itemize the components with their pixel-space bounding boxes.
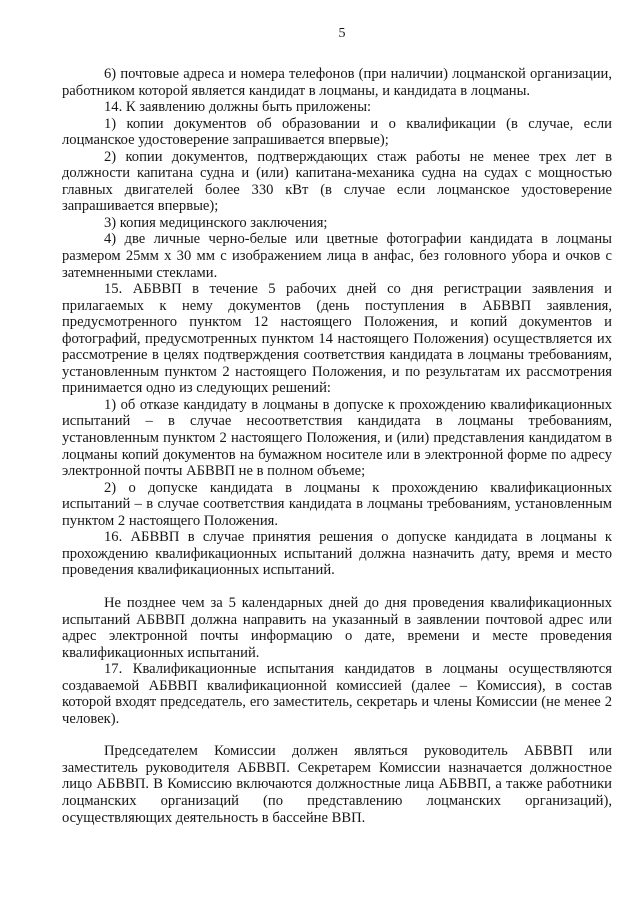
paragraph-decision-admission: 2) о допуске кандидата в лоцманы к прохождению квалификационных испытаний – в случае соответствия кандидата в лоцманы требованиям, установленным пунктом 2 настоящего Положения. xyxy=(62,479,612,529)
paragraph-section-16: 16. АБВВП в случае принятия решения о допуске кандидата в лоцманы к прохождению квалификационных испытаний должна назначить дату, время и место проведения квалификационных испытаний. xyxy=(62,529,612,579)
paragraph-item-4-photos: 4) две личные черно-белые или цветные фотографии кандидата в лоцманы размером 25мм х 30 мм с изображением лица в анфас, без головного убора и очков с затемненными стеклами. xyxy=(62,231,612,281)
paragraph-item-6-addresses: 6) почтовые адреса и номера телефонов (при наличии) лоцманской организации, работником которой является кандидат в лоцманы, и кандидата в лоцманы. xyxy=(62,66,612,99)
page-number: 5 xyxy=(338,26,346,41)
paragraph-section-17: 17. Квалификационные испытания кандидатов в лоцманы осуществляются создаваемой АБВВП квалификационной комиссией (далее – Комиссия), в состав которой входят председатель, его заместитель, секретарь и члены Комиссии (не менее 2 человек). xyxy=(62,661,612,727)
paragraph-item-2-experience: 2) копии документов, подтверждающих стаж работы не менее трех лет в должности капитана судна и (или) капитана-механика судна на судах с мощностью главных двигателей более 330 кВт (в случае если лоцманское удостоверение запрашивается впервые); xyxy=(62,148,612,215)
paragraph-item-3-medical: 3) копия медицинского заключения; xyxy=(104,214,328,231)
paragraph-section-14: 14. К заявлению должны быть приложены: xyxy=(104,99,372,116)
paragraph-notification-deadline: Не позднее чем за 5 календарных дней до дня проведения квалификационных испытаний АБВВП должна направить на указанный в заявлении почтовой адрес или адрес электронной почты информацию о дате, времени и месте проведения квалификационных испытаний. xyxy=(62,594,612,661)
paragraph-item-1-education: 1) копии документов об образовании и о квалификации (в случае, если лоцманское удостоверение запрашивается впервые); xyxy=(62,115,612,149)
paragraph-section-15: 15. АБВВП в течение 5 рабочих дней со дня регистрации заявления и прилагаемых к нему документов (день поступления в АБВВП заявления, предусмотренного пунктом 12 настоящего Положения, и копий документов и фотографий, предусмотренных пунктом 14 настоящего Положения) осуществляется их рассмотрение в целях подтверждения соответствия кандидата в лоцманы требованиям, установленным пунктом 2 настоящего Положения, и по результатам их рассмотрения принимается одно из следующих решений: xyxy=(62,281,612,397)
paragraph-decision-refusal: 1) об отказе кандидату в лоцманы в допуске к прохождению квалификационных испытаний – в случае несоответствия кандидата в лоцманы требованиям, установленным пунктом 2 настоящего Положения, и (или) представления кандидатом в лоцманы копий документов на бумажном носителе или в электронной форме по адресу электронной почты АБВВП не в полном объеме; xyxy=(62,396,612,480)
paragraph-commission-chair: Председателем Комиссии должен являться руководитель АБВВП или заместитель руководителя АБВВП. Секретарем Комиссии назначается должностное лицо АБВВП. В Комиссию включаются должностные лица АБВВП, а также работники лоцманских организаций (по представлению лоцманских организаций), осуществляющих деятельность в бассейне ВВП. xyxy=(62,743,612,826)
